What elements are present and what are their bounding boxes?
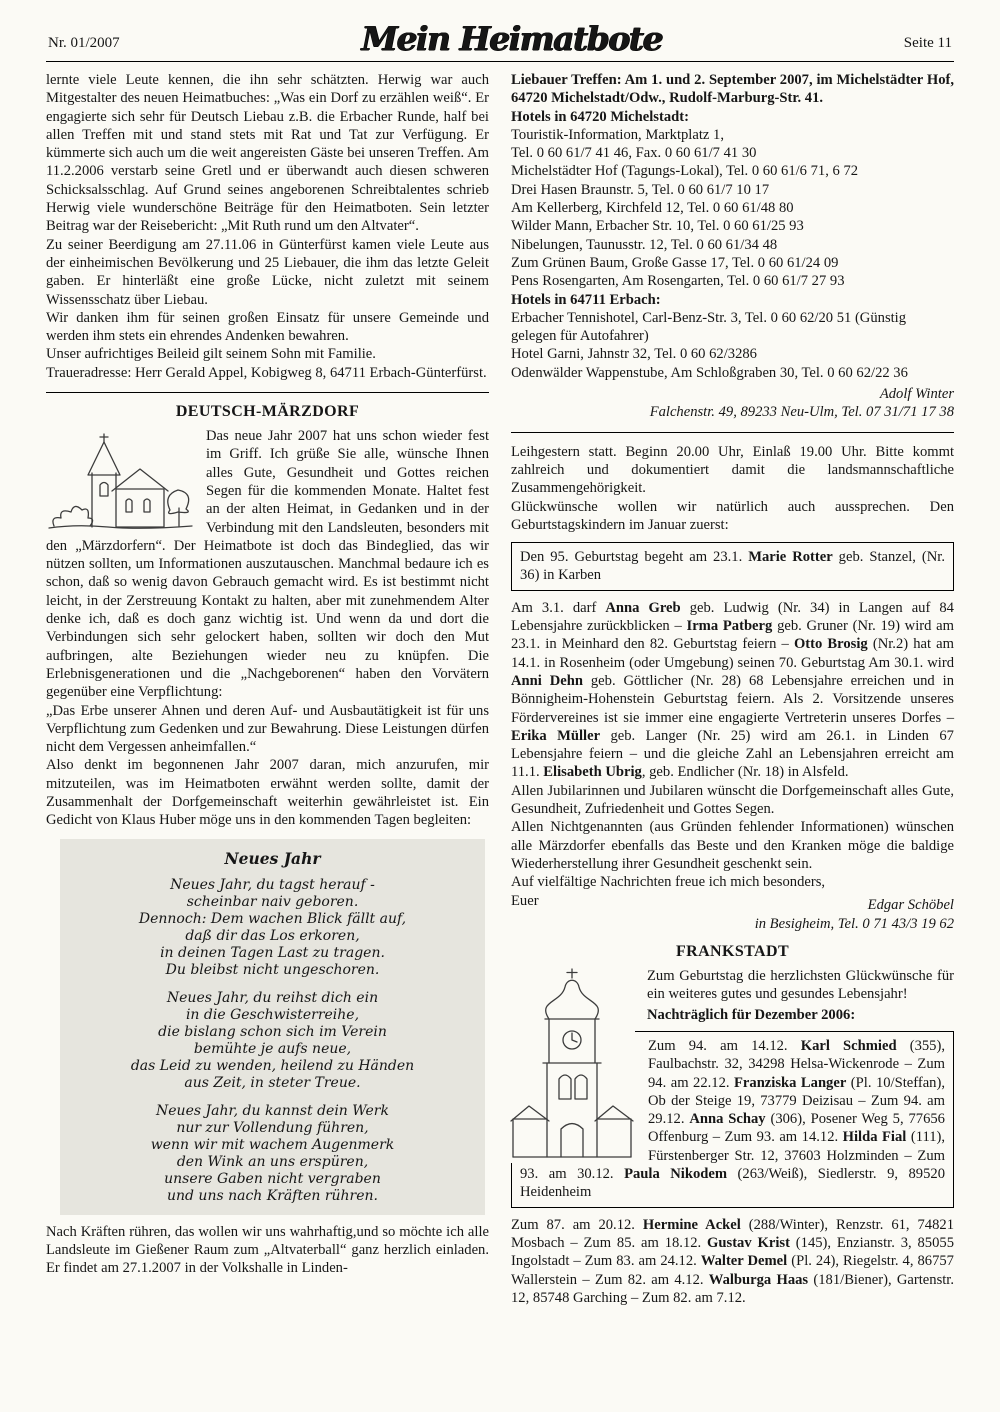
birthday-highlight-text: [520, 548, 945, 585]
obituary-paragraph: Traueradresse: Herr Gerald Appel, Kobigweg 8, 64711 Erbach-Günterfürst.: [46, 364, 487, 381]
poem-line: wenn wir mit wachem Augenmerk: [150, 1136, 395, 1153]
text-run: , geb. Endlicher (Nr. 18) in Alsfeld.: [641, 764, 849, 781]
text-run: Karl Schmied: [800, 1037, 897, 1054]
section-divider: [46, 392, 489, 393]
text-run: (263/Weiß), Siedlerstr. 9, 89520 Heidenheim: [520, 1166, 945, 1201]
hotel-line: Hotels in 64720 Michelstadt:: [511, 108, 689, 125]
text-run: Walter Demel: [700, 1253, 788, 1270]
birthday-paragraph: Glückwünsche wollen wir natürlich auch aussprechen. Den Geburtstagskindern im Januar zuerst:: [511, 498, 954, 533]
poem-line: Neues Jahr, du tagst herauf -: [170, 876, 375, 893]
hotel-line: Zum Grünen Baum, Große Gasse 17, Tel. 0 60 61/24 09: [511, 254, 839, 271]
hotel-line: Odenwälder Wappenstube, Am Schloßgraben 30, Tel. 0 60 62/22 36: [511, 364, 908, 381]
obituary-paragraph: lernte viele Leute kennen, die ihn sehr schätzten. Herwig war auch Mitgestalter des neuen Heimatbuches: „Was ein Dorf zu erzählen weiß“. Er engagierte sich sehr für Deutsch Liebau z.B. die Erbacher Runde, half bei allen Treffen mit und stand stets mit Rat und Tat zur Verfügung. Er kümmerte sich auch um die weit angereisten Gäste bei unseren Treffen. Am 11.2.2006 verstarb seine Gretl und er überwandt auch diesen schweren Schicksalsschlag. Auf Grund seines angeborenen Schreibtalentes schrieb Herwig viele wunderschöne Beiträge für den Heimatboten. Sein letzter Beitrag war der Reisebericht: „Mit Ruth rund um den Altvater“.: [46, 72, 489, 235]
obituary-article: [46, 71, 489, 382]
obituary-paragraph: Wir danken ihm für seinen großen Einsatz für unsere Gemeinde und werden ihm stets ein ehrendes Andenken bewahren.: [46, 309, 489, 345]
hotel-line: Erbacher Tennishotel, Carl-Benz-Str. 3, Tel. 0 60 62/20 51 (Günstig gelegen für Autofahrer): [511, 309, 907, 345]
text-run: Erika Müller: [511, 727, 601, 744]
section-divider: [511, 432, 954, 433]
page-header: [46, 19, 954, 58]
section-title-frankstadt: FRANKSTADT: [675, 943, 790, 961]
frankstadt-body: [511, 967, 954, 1208]
hotel-line: Nibelungen, Taunusstr. 12, Tel. 0 60 61/34 48: [511, 236, 778, 253]
poem-line: in deinen Tagen Last zu tragen.: [160, 944, 385, 961]
poem-line: die bislang schon sich im Verein: [158, 1023, 387, 1040]
issue-number: Nr. 01/2007: [48, 34, 120, 51]
frankstadt-subhead: Nachträglich für Dezember 2006:: [647, 1006, 856, 1023]
text-run: (355), Faulbachstr. 32, 34298 Helsa-Wickenrode – Zum 94. am 22.12.: [648, 1037, 945, 1091]
poem-line: bemühte je aufs neue,: [193, 1040, 352, 1057]
december-birthdays-tail: [511, 1216, 954, 1307]
text-run: (288/Winter), Renzstr. 61, 74821 Mosbach – Zum 85. am 18.12.: [511, 1216, 954, 1251]
poem-title: Neues Jahr: [224, 848, 321, 868]
text-run: geb. Stanzel, (Nr. 36) in Karben: [520, 549, 945, 584]
hotel-line: Michelstädter Hof (Tagungs-Lokal), Tel. 0 60 61/6 71, 6 72: [511, 163, 859, 180]
poem-stanza: [72, 990, 473, 1092]
poem-line: aus Zeit, in steter Treue.: [184, 1074, 361, 1091]
text-run: Anni Dehn: [511, 672, 583, 689]
birthday-paragraph: Auf vielfältige Nachrichten freue ich mich besonders,: [511, 874, 826, 891]
hotel-line: Wilder Mann, Erbacher Str. 10, Tel. 0 60 61/25 93: [511, 218, 804, 235]
signature-block: [755, 896, 954, 933]
text-run: (181/Biener), Gartenstr. 12, 85748 Garching – Zum 82. am 7.12.: [511, 1271, 955, 1306]
poem-line: Du bleibst nicht ungeschoren.: [165, 961, 380, 978]
birthday-highlight-box: [511, 542, 954, 591]
columns: [46, 71, 954, 1307]
text-run: Zum 87. am 20.12.: [511, 1216, 643, 1233]
text-run: Zum 94. am 14.12.: [648, 1037, 801, 1054]
birthday-paragraph: Allen Nichtgenannten (aus Gründen fehlender Informationen) wünschen alle Märzdorfer ebenfalls das Beste und den Kranken möge die baldige Wiederherstellung ihrer Gesundheit geschenkt sein.: [511, 819, 954, 872]
poem-line: nur zur Vollendung führen,: [176, 1119, 369, 1136]
signature-edgar-schoebel: [511, 893, 954, 933]
maerzdorf-paragraph: Also denkt im begonnenen Jahr 2007 daran, mich anzurufen, mir mitzuteilen, was im Heimatboten erwähnt werden sollte, damit der Zusammenhalt der Dorfgemeinschaft weiterhin gewährleistet ist. Ein Gedicht von Klaus Huber möge uns in den kommenden Tagen begleiten:: [46, 757, 489, 829]
village-church-illustration: [46, 429, 196, 533]
obituary-paragraph: Zu seiner Beerdigung am 27.11.06 in Günterfürst kamen viele Leute aus der einheimischen Bevölkerung und 25 Liebauer, die ihm das letzte Geleit gaben. Er hinterläßt eine große Lücke, nicht zuletzt mit seinem Wissensschatz über Liebau.: [46, 236, 489, 308]
left-column: [46, 71, 489, 1307]
text-run: (145), Enzianstr. 3, 85055 Ingolstadt – Zum 83. am 24.12.: [511, 1234, 954, 1270]
header-rule: [46, 61, 954, 62]
poem-line: und uns nach Kräften rühren.: [166, 1187, 378, 1204]
signature-name: Edgar Schöbel: [867, 897, 954, 914]
text-run: Marie Rotter: [748, 549, 833, 566]
church-tower-illustration: [509, 967, 635, 1163]
birthday-paragraph: Leihgestern statt. Beginn 20.00 Uhr, Einlaß 19.00 Uhr. Bitte kommt zahlreich und dokumentiert damit die landsmannschaftliche Zusammengehörigkeit.: [511, 443, 954, 497]
birthday-section: [511, 443, 954, 933]
poem-line: den Wink an uns erspüren,: [176, 1153, 369, 1170]
hotel-list: [511, 108, 954, 382]
hotel-line: Hotels in 64711 Erbach:: [511, 291, 661, 308]
poem-line: scheinbar naiv geboren.: [186, 893, 359, 910]
text-run: Hilda Fial: [842, 1129, 907, 1146]
text-run: Hermine Ackel: [642, 1216, 741, 1233]
text-run: geb. Göttlicher (Nr. 28) 68 Lebensjahre erreichen und in Bönnigheim-Hohenstein Geburtstag feiern. Als 2. Vorsitzende unseres Fördervereines ist sie immer eine engagierte Vertreterin unseres Dorfes –: [511, 672, 954, 726]
hotel-line: Pens Rosengarten, Am Rosengarten, Tel. 0 60 61/7 27 93: [511, 273, 845, 290]
text-run: geb. Ludwig (Nr. 34) in Langen auf 84 Lebensjahre zurückblicken –: [511, 599, 954, 635]
text-run: Elisabeth Ubrig: [543, 764, 642, 781]
frankstadt-section: [511, 943, 954, 1307]
maerzdorf-paragraph: Das neue Jahr 2007 hat uns schon wieder fest im Griff. Ich grüße Sie alle, wünsche Ihnen alles Gute, Gesundheit und Gottes reichen Segen für die kommenden Monate. Haltet fest an der alten Heimat, in Gedanken und in der Verbindung mit den Landsleuten, besonders mit den „Märzdorfern“. Der Heimatbote ist doch das Bindeglied, das wir nützen sollten, um Informationen auszutauschen. Manchmal bedaure ich es schon, daß so wenig davon Gebrauch gemacht wird. Es ist bestimmt nicht leicht, in der Zerstreuung Kontakt zu halten, aber mit zunehmendem Alter denke ich, daß es doch ganz wichtig ist. Und wenn da und dort die Verbindungen sich sehr gelockert haben, sollten wir doch den Mut aufbringen, alte Beziehungen wieder neu zu knüpfen. Die Erlebnisgenerationen und die „Nachgeborenen“ haben den Vorvätern gegenüber eine Verpflichtung:: [46, 428, 489, 701]
maerzdorf-section: [46, 403, 489, 1277]
hotel-line: Am Kellerberg, Kirchfeld 12, Tel. 0 60 61/48 80: [511, 200, 794, 217]
text-run: Am 3.1. darf: [511, 599, 606, 616]
poem-line: unsere Gaben nicht vergraben: [164, 1170, 381, 1187]
text-run: Paula Nikodem: [624, 1166, 728, 1183]
maerzdorf-quote: „Das Erbe unserer Ahnen und deren Auf- und Ausbautätigkeit ist für uns Verpflichtung zum Gedenken und zur Bewahrung. Diese Leistungen dürfen nicht dem Vergessen anheimfallen.“: [46, 702, 489, 756]
poem-stanza: [72, 1103, 473, 1205]
text-run: (Pl. 10/Steffan), Ob der Steige 19, 73779 Deizisau – Zum 94. am 29.12.: [648, 1074, 945, 1128]
signature-adolf-winter: [511, 385, 954, 422]
maerzdorf-closing-paragraph: Nach Kräften rühren, das wollen wir uns wahrhaftig,und so möchte ich alle Landsleute im Gießener Raum zum „Altvaterball“ ganz herzlich einladen. Er findet am 27.1.2007 in der Volkshalle in Linden-: [46, 1223, 489, 1277]
birthday-paragraph: Allen Jubilarinnen und Jubilaren wünscht die Dorfgemeinschaft alles Gute, Gesundheit, Zufriedenheit und Gottes Segen.: [511, 782, 954, 817]
hotel-line: Hotel Garni, Jahnstr 32, Tel. 0 60 62/3286: [511, 346, 757, 363]
signature-address: in Besigheim, Tel. 0 71 43/3 19 62: [754, 915, 954, 932]
text-run: (111), Fürstenberger Str. 12, 37603 Holzminden – Zum 93. am 30.12.: [520, 1129, 946, 1183]
poem-stanza: [72, 877, 473, 979]
treffen-intro: Liebauer Treffen: Am 1. und 2. September 2007, im Michelstädter Hof, 64720 Michelstadt/Odw., Rudolf-Marburg-Str. 41.: [511, 72, 954, 107]
signature-name: Adolf Winter: [879, 386, 954, 403]
text-run: (306), Posener Weg 5, 77656 Offenburg – Zum 93. am 14.12.: [648, 1111, 945, 1146]
text-run: Anna Schay: [689, 1111, 766, 1128]
right-column: [511, 71, 954, 1307]
text-run: (Pl. 24), Riegelstr. 4, 86757 Wallerstein – Zum 82. am 4.12.: [511, 1253, 954, 1288]
obituary-paragraph: Unser aufrichtiges Beileid gilt seinem Sohn mit Familie.: [46, 346, 376, 363]
text-run: Irma Patberg: [686, 618, 773, 635]
euer-label: Euer: [511, 893, 539, 910]
treffen-announcement: [511, 71, 954, 422]
masthead-logo: Mein Heimatbote: [361, 19, 663, 58]
frankstadt-intro: Zum Geburtstag die herzlichsten Glückwünsche für ein weiteres gutes und gesundes Lebensjahr!: [647, 968, 954, 1003]
text-run: Franziska Langer: [734, 1074, 847, 1091]
text-run: geb. Gruner (Nr. 19) wird am 23.1. in Meinhard den 82. Geburtstag feiern –: [511, 618, 955, 653]
poem-line: in die Geschwisterreihe,: [185, 1006, 360, 1023]
text-run: Gustav Krist: [707, 1234, 790, 1251]
poem-line: Neues Jahr, du reihst dich ein: [166, 989, 379, 1006]
page-number: Seite 11: [903, 34, 952, 51]
poem-line: Neues Jahr, du kannst dein Werk: [156, 1102, 389, 1119]
text-run: geb. Langer (Nr. 25) wird am 26.1. in Linden 67 Lebensjahre feiern – und die gleiche Zahl an Lebensjahren erreicht am 11.1.: [511, 727, 954, 781]
text-run: Walburga Haas: [708, 1271, 809, 1288]
text-run: (Nr.2) hat am 14.1. in Rosenheim (oder Umgebung) seinen 70. Geburtstag Am 30.1. wird: [511, 636, 955, 671]
text-run: Anna Greb: [605, 599, 681, 616]
poem-line: Dennoch: Dem wachen Blick fällt auf,: [138, 910, 407, 927]
text-run: Den 95. Geburtstag begeht am 23.1.: [520, 549, 749, 566]
poem-line: daß dir das Los erkoren,: [185, 927, 360, 944]
signature-address: Falchenstr. 49, 89233 Neu-Ulm, Tel. 07 31/71 17 38: [649, 404, 954, 421]
hotel-line: Tel. 0 60 61/7 41 46, Fax. 0 60 61/7 41 30: [511, 145, 757, 162]
section-title-maerzdorf: DEUTSCH-MÄRZDORF: [175, 403, 360, 421]
january-birthdays: [511, 599, 954, 782]
text-run: Otto Brosig: [793, 636, 868, 653]
poem-line: das Leid zu wenden, heilend zu Händen: [130, 1057, 415, 1074]
hotel-line: Touristik-Information, Marktplatz 1,: [511, 126, 724, 143]
poem-box: [60, 839, 485, 1215]
hotel-line: Drei Hasen Braunstr. 5, Tel. 0 60 61/7 10 17: [511, 181, 770, 198]
